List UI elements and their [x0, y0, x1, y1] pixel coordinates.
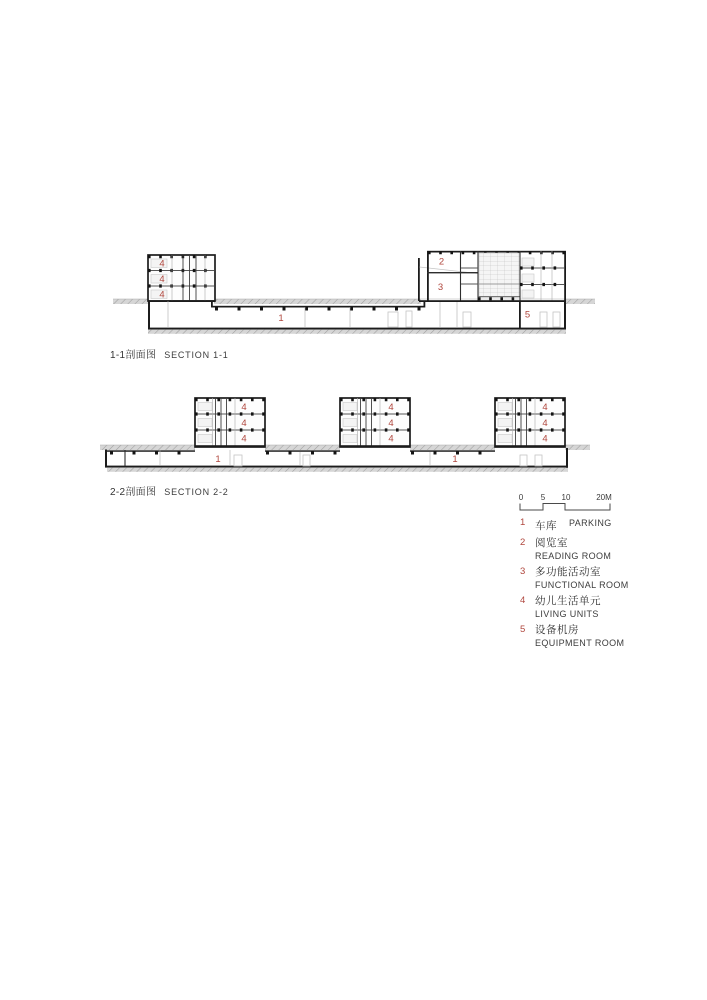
room-label-living-unit: 4 — [388, 418, 394, 429]
room-label-living-unit: 4 — [241, 418, 247, 429]
legend-item-number: 3 — [520, 566, 526, 577]
room-label-living-unit: 4 — [241, 433, 247, 445]
ground-hatch — [564, 299, 595, 304]
legend-item-functional-room — [520, 565, 670, 592]
ground-hatch — [214, 299, 421, 304]
section-1-1-caption-zh: 1-1剖面图 — [110, 350, 157, 361]
room-label-living-unit: 4 — [542, 418, 548, 429]
ground-hatch — [265, 445, 340, 450]
legend-item-en: LIVING UNITS — [535, 609, 599, 619]
legend-item-parking — [520, 516, 670, 534]
room-label-parking: 1 — [452, 454, 458, 465]
room-label-reading: 2 — [438, 256, 445, 268]
section-1-1-caption — [110, 346, 229, 361]
tower-3 — [495, 398, 565, 447]
legend-item-zh: 设备机房 — [535, 624, 579, 636]
legend-item-en: PARKING — [569, 518, 612, 528]
scale-tick-0: 0 — [518, 493, 524, 502]
scale-bar-line — [520, 504, 610, 511]
legend — [520, 516, 670, 652]
ground-hatch — [100, 445, 195, 450]
legend-item-equipment-room — [520, 623, 670, 650]
legend-item-zh: 幼儿生活单元 — [535, 595, 601, 607]
legend-item-en: READING ROOM — [535, 551, 612, 561]
curtain-wall-grid — [479, 253, 520, 297]
legend-item-en: FUNCTIONAL ROOM — [535, 580, 629, 590]
ground-hatch — [113, 299, 149, 304]
room-label-living-unit: 4 — [542, 433, 548, 445]
scale-tick-5: 5 — [540, 493, 546, 502]
room-label-living-unit: 4 — [542, 402, 548, 413]
legend-item-number: 4 — [520, 595, 526, 606]
section-2-2-caption — [110, 483, 229, 498]
room-label-parking: 1 — [215, 454, 221, 465]
room-label-living-unit: 4 — [388, 402, 394, 413]
legend-item-reading-room — [520, 536, 670, 563]
legend-item-en: EQUIPMENT ROOM — [535, 638, 625, 648]
room-label-living-unit: 4 — [388, 433, 394, 445]
room-label-living-unit: 4 — [159, 258, 165, 270]
legend-item-zh: 车库 — [535, 520, 557, 532]
room-label-equipment: 5 — [524, 309, 531, 321]
legend-item-number: 5 — [520, 624, 526, 635]
legend-item-zh: 阅览室 — [535, 537, 568, 549]
scale-tick-20m: 20M — [596, 493, 612, 502]
legend-item-zh: 多功能活动室 — [535, 566, 601, 578]
legend-item-number: 1 — [520, 517, 526, 528]
section-2-2-caption-en: SECTION 2-2 — [164, 487, 229, 497]
scale-tick-10: 10 — [561, 493, 571, 502]
section-1-1-drawing — [113, 251, 595, 334]
basement-level — [105, 448, 568, 472]
ground-hatch — [410, 445, 495, 450]
room-label-living-unit: 4 — [159, 289, 165, 301]
room-label-functional: 3 — [437, 282, 444, 293]
tower-1 — [195, 398, 265, 447]
legend-item-living-units — [520, 594, 670, 621]
tower-2 — [340, 398, 410, 447]
room-label-living-unit: 4 — [241, 402, 247, 413]
scale-bar — [519, 493, 612, 510]
room-label-living-unit: 4 — [159, 274, 165, 285]
legend-item-number: 2 — [520, 537, 526, 548]
basement-level — [148, 301, 566, 334]
ground-hatch — [565, 445, 590, 450]
section-2-2-caption-zh: 2-2剖面图 — [110, 487, 157, 498]
section-1-1-caption-en: SECTION 1-1 — [164, 350, 229, 360]
room-label-parking: 1 — [278, 313, 284, 324]
left-tower — [148, 255, 215, 302]
section-2-2-drawing — [100, 398, 590, 472]
